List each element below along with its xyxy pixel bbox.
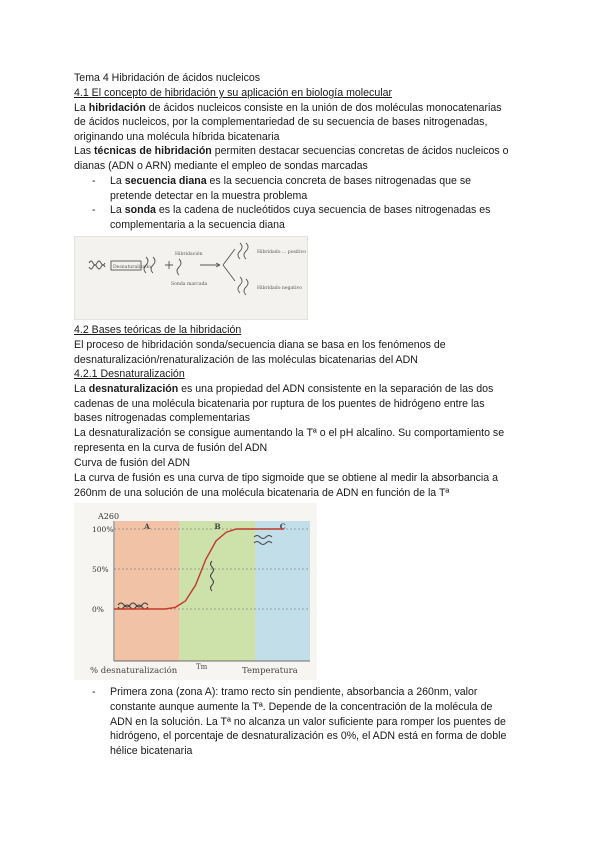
paragraph-tecnicas-line2: dianas (ADN o ARN) mediante el empleo de sondas marcadas <box>74 160 368 172</box>
bullet-dash: - <box>92 175 96 187</box>
hybrid-positive-icon <box>238 243 242 259</box>
paragraph-hibridacion-line2: de ácidos nucleicos, por la complementariedad de su secuencia de bases nitrogenadas, <box>74 116 488 128</box>
bullet-zona-a-line1: Primera zona (zona A): tramo recto sin pendiente, absorbancia a 260nm, valor <box>110 686 478 698</box>
zone-b-label: B <box>214 522 221 531</box>
zone-c-band <box>255 521 310 661</box>
zone-c-label: C <box>279 522 286 531</box>
bullet-secuencia-diana-line1: La secuencia diana es la secuencia concreta de bases nitrogenadas que se <box>110 175 472 187</box>
plus-icon <box>165 261 173 269</box>
paragraph-desnat-line3: bases nitrogenadas complementarias <box>74 412 251 424</box>
melting-curve-figure <box>74 503 317 680</box>
bullet-sonda-line2: complementaria a la secuencia diana <box>110 219 285 231</box>
y-tick-label: 0% <box>92 605 104 614</box>
doc-title: Tema 4 Hibridación de ácidos nucleicos <box>74 72 261 84</box>
y-axis-label: A260 <box>98 512 120 521</box>
y-tick-label: 100% <box>92 525 114 534</box>
label-positive: Hibridado ... positivo <box>257 250 306 255</box>
bullet-zona-a-line2: constante aunque aumente la Tª. Depende de la concentración de la molécula de <box>110 701 493 713</box>
label-negative: Hibridado negativo <box>257 286 302 291</box>
probe-icon <box>177 259 181 275</box>
tm-label: Tm <box>196 663 208 671</box>
split-arrow-icon <box>223 249 235 281</box>
paragraph-desnat-line2: cadenas de una molécula bicatenaria por ruptura de los puentes de hidrógeno entre las <box>74 398 485 410</box>
paragraph-curva-title: Curva de fusión del ADN <box>74 457 191 469</box>
hybrid-negative-icon <box>238 277 242 293</box>
bullet-zona-a-line4: hidrógeno, el porcentaje de desnaturalización es 0%, el ADN está en forma de doble <box>110 730 507 742</box>
paragraph-consigue-line1: La desnaturalización se consigue aumentando la Tª o el pH alcalino. Su comportamiento se <box>74 427 505 439</box>
zone-b-band <box>179 521 255 661</box>
bullet-dash: - <box>92 204 96 216</box>
label-probe-top: Hibridación <box>175 252 203 257</box>
paragraph-curva-line2: 260nm de una solución de una molécula bicatenaria de ADN en función de la Tª <box>74 487 450 499</box>
y-tick-label: 50% <box>92 565 109 574</box>
label-dna: Desnaturalizado <box>113 265 151 270</box>
paragraph-bases-line1: El proceso de hibridación sonda/secuencia diana se basa en los fenómenos de <box>74 339 446 351</box>
bullet-dash: - <box>92 686 96 698</box>
x-axis-label: % desnaturalización <box>90 666 178 676</box>
paragraph-consigue-line2: representa en la curva de fusión del ADN <box>74 442 268 454</box>
paragraph-hibridacion-line1: La hibridación de ácidos nucleicos consiste en la unión de dos moléculas monocatenarias <box>74 102 502 114</box>
bullet-zona-a-line3: ADN en la solución. La Tª no alcanza un valor suficiente para romper los puentes de <box>110 716 506 728</box>
x-axis-right-label: Temperatura <box>242 666 298 676</box>
dna-helix-icon <box>89 261 105 265</box>
section-4-2-heading: 4.2 Bases teóricas de la hibridación <box>74 324 242 336</box>
bullet-zona-a-line5: hélice bicatenaria <box>110 745 193 757</box>
label-probe: Sonda marcada <box>171 282 208 287</box>
zone-a-label: A <box>144 522 151 531</box>
zone-a-band <box>115 521 179 661</box>
melting-curve-chart <box>74 503 317 680</box>
paragraph-tecnicas-line1: Las técnicas de hibridación permiten destacar secuencias concretas de ácidos nucleicos o <box>74 145 509 157</box>
hybridization-scheme-drawing <box>75 237 308 320</box>
paragraph-desnat-line1: La desnaturalización es una propiedad del ADN consistente en la separación de las dos <box>74 383 494 395</box>
hybridization-scheme-figure <box>74 236 308 320</box>
bullet-sonda-line1: La sonda es la cadena de nucleótidos cuya secuencia de bases nitrogenadas es <box>110 204 491 216</box>
section-4-1-heading: 4.1 El concepto de hibridación y su aplicación en biología molecular <box>74 87 393 99</box>
bullet-secuencia-diana-line2: pretende detectar en la muestra problema <box>110 190 308 202</box>
paragraph-bases-line2: desnaturalización/renaturalización de las moléculas bicatenarias del ADN <box>74 354 418 366</box>
paragraph-curva-line1: La curva de fusión es una curva de tipo sigmoide que se obtiene al medir la absorbancia a <box>74 472 499 484</box>
paragraph-hibridacion-line3: originando una molécula híbrida bicatenaria <box>74 131 280 143</box>
section-4-2-1-heading: 4.2.1 Desnaturalización <box>74 368 185 380</box>
